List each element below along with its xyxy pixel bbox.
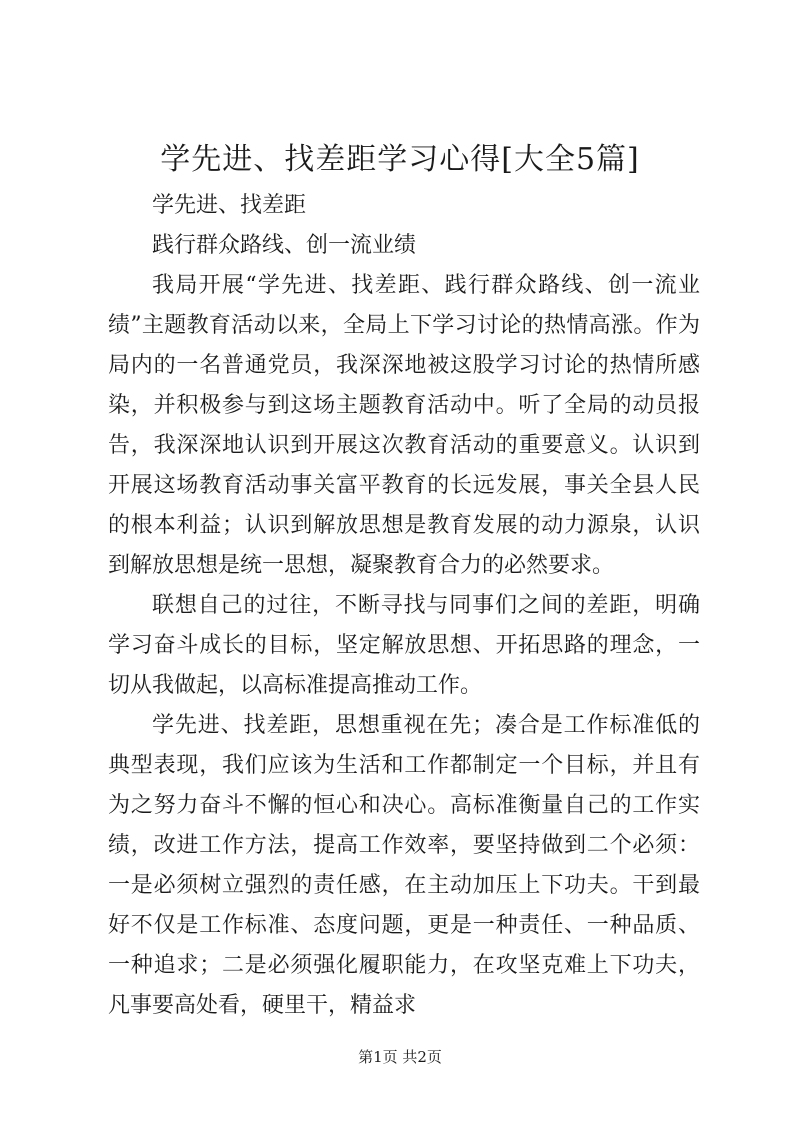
paragraph-subtitle-2: 践行群众路线、创一流业绩	[152, 233, 417, 258]
paragraph-subtitle-1: 学先进、找差距	[152, 193, 307, 218]
document-title: 学先进、找差距学习心得[大全5篇]	[160, 142, 640, 177]
page-footer: 第1页 共2页	[358, 1048, 442, 1066]
paragraph-2: 联想自己的过往，不断寻找与同事们之间的差距，明确学习奋斗成长的目标，坚定解放思想、开拓思路的理念，一切从我做起，以高标准提高推动工作。	[108, 593, 700, 698]
paragraph-1: 我局开展“学先进、找差距、践行群众路线、创一流业绩”主题教育活动以来，全局上下学习讨论的热情高涨。作为局内的一名普通党员，我深深地被这股学习讨论的热情所感染，并积极参与到这场主题教育活动中。听了全局的动员报告，我深深地认识到开展这次教育活动的重要意义。认识到开展这场教育活动事关富平教育的长远发展，事关全县人民的根本利益；认识到解放思想是教育发展的动力源泉，认识到解放思想是统一思想，凝聚教育合力的必然要求。	[108, 273, 700, 578]
document-body	[108, 186, 700, 1026]
paragraph-3: 学先进、找差距，思想重视在先；凑合是工作标准低的典型表现，我们应该为生活和工作都制定一个目标，并且有为之努力奋斗不懈的恒心和决心。高标准衡量自己的工作实绩，改进工作方法，提高工作效率，要坚持做到二个必须：一是必须树立强烈的责任感，在主动加压上下功夫。干到最好不仅是工作标准、态度问题，更是一种责任、一种品质、一种追求；二是必须强化履职能力，在攻坚克难上下功夫，凡事要高处看，硬里干，精益求	[108, 713, 700, 1018]
